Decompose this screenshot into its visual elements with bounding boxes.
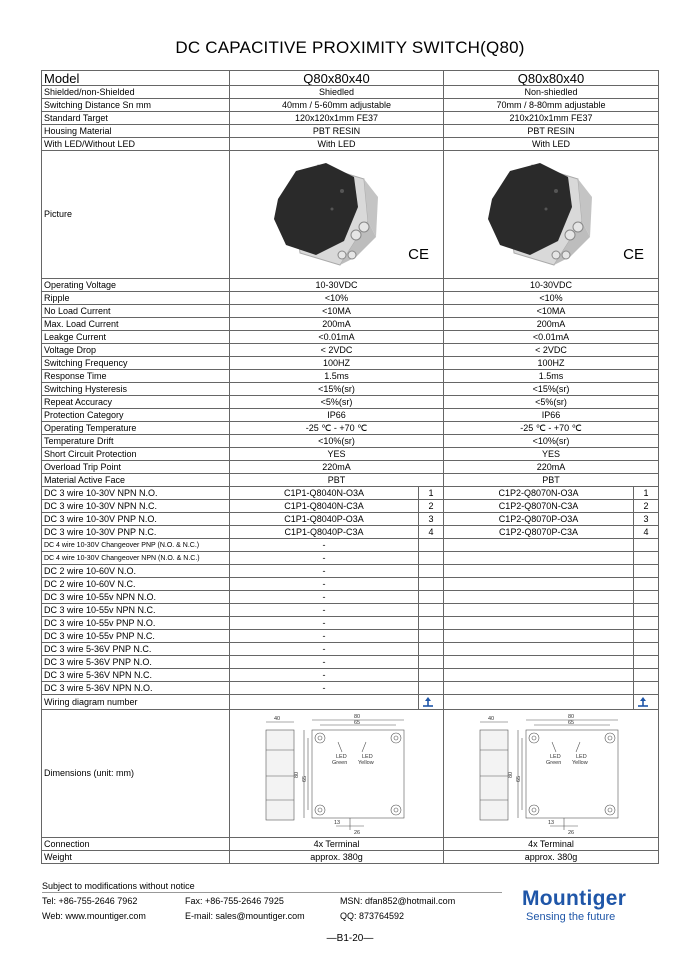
model-label: Model bbox=[42, 71, 230, 86]
spec-value-col2: Non-shiedled bbox=[444, 86, 659, 99]
spec-label: Operating Voltage bbox=[42, 279, 230, 292]
wiring-row bbox=[42, 513, 659, 526]
spec-value-col1: Shiedled bbox=[230, 86, 444, 99]
spec-row bbox=[42, 125, 659, 138]
spec-label: Temperature Drift bbox=[42, 435, 230, 448]
spec-label: Weight bbox=[42, 851, 230, 864]
spec-value-col2: <0.01mA bbox=[444, 331, 659, 344]
model-number-col2 bbox=[444, 656, 634, 669]
wiring-row bbox=[42, 656, 659, 669]
footer-notice: Subject to modifications without notice bbox=[42, 881, 195, 891]
model-col1: Q80x80x40 bbox=[230, 71, 444, 86]
wiring-number-col1 bbox=[419, 604, 444, 617]
wiring-row bbox=[42, 500, 659, 513]
wiring-row bbox=[42, 682, 659, 695]
spec-value-col1: 100HZ bbox=[230, 357, 444, 370]
spec-value-col2: approx. 380g bbox=[444, 851, 659, 864]
spec-value-col2: <5%(sr) bbox=[444, 396, 659, 409]
model-number-col1: - bbox=[230, 552, 419, 565]
model-number-col2: C1P2-Q8070N-C3A bbox=[444, 500, 634, 513]
wiring-label: DC 3 wire 10-30V NPN N.C. bbox=[42, 500, 230, 513]
model-number-col1: - bbox=[230, 578, 419, 591]
footer-msn: MSN: dfan852@hotmail.com bbox=[340, 896, 456, 906]
wiring-row bbox=[42, 643, 659, 656]
spec-label: Switching Frequency bbox=[42, 357, 230, 370]
model-number-col2 bbox=[444, 552, 634, 565]
wiring-number-col2 bbox=[634, 578, 659, 591]
wiring-number-col2: 1 bbox=[634, 487, 659, 500]
wiring-number-col1 bbox=[419, 669, 444, 682]
model-number-col1: C1P1-Q8040N-C3A bbox=[230, 500, 419, 513]
spec-value-col1: 120x120x1mm FE37 bbox=[230, 112, 444, 125]
spec-value-col2: PBT bbox=[444, 474, 659, 487]
wiring-number-col1: 2 bbox=[419, 500, 444, 513]
svg-text:Green: Green bbox=[546, 760, 562, 766]
spec-value-col1: 200mA bbox=[230, 318, 444, 331]
spec-value-col1: <10MA bbox=[230, 305, 444, 318]
wiring-label: DC 2 wire 10-60V N.C. bbox=[42, 578, 230, 591]
spec-label: Leakge Current bbox=[42, 331, 230, 344]
svg-text:26: 26 bbox=[568, 830, 575, 836]
spec-value-col2: < 2VDC bbox=[444, 344, 659, 357]
svg-text:Yellow: Yellow bbox=[572, 760, 588, 766]
wiring-number-col1: 4 bbox=[419, 526, 444, 539]
footer-qq: QQ: 873764592 bbox=[340, 911, 405, 921]
wiring-number-col1: 1 bbox=[419, 487, 444, 500]
dimensions-label: Dimensions (unit: mm) bbox=[42, 710, 230, 838]
wiring-number-col2 bbox=[634, 643, 659, 656]
spec-row bbox=[42, 305, 659, 318]
spec-label: Response Time bbox=[42, 370, 230, 383]
wiring-row bbox=[42, 565, 659, 578]
svg-text:80: 80 bbox=[508, 771, 514, 778]
spec-value-col2: YES bbox=[444, 448, 659, 461]
picture-label: Picture bbox=[42, 151, 230, 279]
spec-value-col1: PBT RESIN bbox=[230, 125, 444, 138]
spec-value-col1: With LED bbox=[230, 138, 444, 151]
svg-text:40: 40 bbox=[488, 716, 495, 722]
svg-text:13: 13 bbox=[334, 820, 341, 826]
svg-text:LED: LED bbox=[576, 754, 587, 760]
model-number-col2 bbox=[444, 578, 634, 591]
spec-value-col1: approx. 380g bbox=[230, 851, 444, 864]
spec-row bbox=[42, 112, 659, 125]
wiring-diagram-link-col1 bbox=[419, 695, 444, 710]
wiring-diagram-blank-col2 bbox=[444, 695, 634, 710]
wiring-number-col2 bbox=[634, 630, 659, 643]
model-number-col1: - bbox=[230, 565, 419, 578]
page-number: —B1-20— bbox=[326, 933, 374, 944]
footer-web: Web: www.mountiger.com bbox=[42, 911, 146, 921]
dimension-drawing-col2 bbox=[444, 710, 659, 838]
spec-row bbox=[42, 292, 659, 305]
dimension-drawing bbox=[250, 712, 428, 837]
svg-text:Green: Green bbox=[332, 760, 348, 766]
wiring-number-col1 bbox=[419, 565, 444, 578]
spec-row bbox=[42, 357, 659, 370]
wiring-number-col2 bbox=[634, 565, 659, 578]
sensor-photo-col2 bbox=[444, 151, 659, 279]
spec-label: Switching Hysteresis bbox=[42, 383, 230, 396]
svg-text:80: 80 bbox=[354, 714, 361, 720]
spec-row bbox=[42, 422, 659, 435]
spec-label: Short Circuit Protection bbox=[42, 448, 230, 461]
spec-value-col2: 1.5ms bbox=[444, 370, 659, 383]
spec-value-col1: 10-30VDC bbox=[230, 279, 444, 292]
wiring-number-col1 bbox=[419, 630, 444, 643]
spec-table bbox=[41, 70, 659, 864]
wiring-label: DC 3 wire 10-55v PNP N.O. bbox=[42, 617, 230, 630]
model-number-col2 bbox=[444, 591, 634, 604]
wiring-number-col1 bbox=[419, 591, 444, 604]
wiring-diagram-blank-col1 bbox=[230, 695, 419, 710]
ce-mark: CE bbox=[408, 246, 429, 263]
dimension-drawing-col1 bbox=[230, 710, 444, 838]
wiring-diagram-label: Wiring diagram number bbox=[42, 695, 230, 710]
model-number-col1: - bbox=[230, 617, 419, 630]
spec-label: Repeat Accuracy bbox=[42, 396, 230, 409]
company-logo bbox=[522, 887, 662, 927]
wiring-number-col2 bbox=[634, 682, 659, 695]
spec-label: Ripple bbox=[42, 292, 230, 305]
spec-label: Switching Distance Sn mm bbox=[42, 99, 230, 112]
footer-fax: Fax: +86-755-2646 7925 bbox=[185, 896, 284, 906]
spec-value-col2: 220mA bbox=[444, 461, 659, 474]
page-title: DC CAPACITIVE PROXIMITY SWITCH(Q80) bbox=[175, 38, 525, 57]
wiring-row bbox=[42, 591, 659, 604]
spec-label: Shielded/non-Shielded bbox=[42, 86, 230, 99]
spec-value-col2: With LED bbox=[444, 138, 659, 151]
wiring-row bbox=[42, 617, 659, 630]
footer-email: E-mail: sales@mountiger.com bbox=[185, 911, 305, 921]
wiring-number-col1 bbox=[419, 643, 444, 656]
spec-value-col2: <15%(sr) bbox=[444, 383, 659, 396]
spec-row bbox=[42, 409, 659, 422]
svg-text:LED: LED bbox=[362, 754, 373, 760]
wiring-row bbox=[42, 487, 659, 500]
spec-value-col2: 100HZ bbox=[444, 357, 659, 370]
spec-row bbox=[42, 838, 659, 851]
model-number-col1: - bbox=[230, 604, 419, 617]
model-number-col2 bbox=[444, 604, 634, 617]
spec-value-col2: PBT RESIN bbox=[444, 125, 659, 138]
model-number-col1: - bbox=[230, 656, 419, 669]
spec-value-col1: -25 ℃ - +70 ℃ bbox=[230, 422, 444, 435]
spec-row bbox=[42, 474, 659, 487]
wiring-row bbox=[42, 552, 659, 565]
wiring-label: DC 2 wire 10-60V N.O. bbox=[42, 565, 230, 578]
wiring-number-col1 bbox=[419, 539, 444, 552]
svg-text:LED: LED bbox=[336, 754, 347, 760]
wiring-label: DC 4 wire 10-30V Changeover PNP (N.O. & N.C.) bbox=[42, 539, 230, 552]
dimension-drawing bbox=[464, 712, 642, 837]
spec-value-col1: PBT bbox=[230, 474, 444, 487]
model-number-col2 bbox=[444, 630, 634, 643]
wiring-number-col2 bbox=[634, 669, 659, 682]
svg-text:Yellow: Yellow bbox=[358, 760, 374, 766]
sensor-photo-col1 bbox=[230, 151, 444, 279]
wiring-number-col2 bbox=[634, 539, 659, 552]
wiring-row bbox=[42, 604, 659, 617]
spec-value-col2: 4x Terminal bbox=[444, 838, 659, 851]
wiring-diagram-icon[interactable] bbox=[636, 696, 656, 708]
sensor-photo bbox=[470, 157, 620, 277]
spec-row bbox=[42, 138, 659, 151]
model-number-col1: - bbox=[230, 643, 419, 656]
wiring-label: DC 3 wire 10-55v NPN N.C. bbox=[42, 604, 230, 617]
spec-row bbox=[42, 344, 659, 357]
spec-value-col1: < 2VDC bbox=[230, 344, 444, 357]
wiring-number-col2: 4 bbox=[634, 526, 659, 539]
spec-label: Overload Trip Point bbox=[42, 461, 230, 474]
wiring-label: DC 3 wire 10-55v PNP N.C. bbox=[42, 630, 230, 643]
svg-text:40: 40 bbox=[274, 716, 281, 722]
wiring-number-col2: 2 bbox=[634, 500, 659, 513]
svg-text:65: 65 bbox=[302, 775, 308, 782]
footer-divider bbox=[42, 892, 502, 893]
spec-row bbox=[42, 86, 659, 99]
wiring-label: DC 3 wire 10-55v NPN N.O. bbox=[42, 591, 230, 604]
wiring-label: DC 3 wire 5-36V PNP N.C. bbox=[42, 643, 230, 656]
spec-label: No Load Current bbox=[42, 305, 230, 318]
svg-text:26: 26 bbox=[354, 830, 361, 836]
spec-row bbox=[42, 279, 659, 292]
svg-text:65: 65 bbox=[516, 775, 522, 782]
wiring-label: DC 3 wire 5-36V NPN N.C. bbox=[42, 669, 230, 682]
svg-text:65: 65 bbox=[354, 720, 361, 726]
logo-brand: Mountiger bbox=[522, 887, 627, 910]
wiring-label: DC 3 wire 5-36V NPN N.O. bbox=[42, 682, 230, 695]
wiring-label: DC 4 wire 10-30V Changeover NPN (N.O. & N.C.) bbox=[42, 552, 230, 565]
wiring-number-col1 bbox=[419, 552, 444, 565]
wiring-diagram-icon[interactable] bbox=[421, 696, 441, 708]
model-number-col2 bbox=[444, 682, 634, 695]
sensor-photo bbox=[256, 157, 406, 277]
model-number-col1: C1P1-Q8040N-O3A bbox=[230, 487, 419, 500]
spec-label: Protection Category bbox=[42, 409, 230, 422]
spec-value-col2: -25 ℃ - +70 ℃ bbox=[444, 422, 659, 435]
model-number-col1: C1P1-Q8040P-O3A bbox=[230, 513, 419, 526]
spec-value-col1: 4x Terminal bbox=[230, 838, 444, 851]
spec-label: With LED/Without LED bbox=[42, 138, 230, 151]
model-number-col1: - bbox=[230, 539, 419, 552]
wiring-number-col2: 3 bbox=[634, 513, 659, 526]
model-row bbox=[42, 71, 659, 86]
model-col2: Q80x80x40 bbox=[444, 71, 659, 86]
spec-row bbox=[42, 370, 659, 383]
wiring-number-col1: 3 bbox=[419, 513, 444, 526]
model-number-col2 bbox=[444, 669, 634, 682]
spec-label: Operating Temperature bbox=[42, 422, 230, 435]
wiring-label: DC 3 wire 10-30V NPN N.O. bbox=[42, 487, 230, 500]
wiring-number-col1 bbox=[419, 578, 444, 591]
model-number-col2 bbox=[444, 643, 634, 656]
spec-row bbox=[42, 851, 659, 864]
spec-row bbox=[42, 318, 659, 331]
wiring-row bbox=[42, 539, 659, 552]
wiring-number-col2 bbox=[634, 552, 659, 565]
wiring-number-col2 bbox=[634, 591, 659, 604]
spec-label: Max. Load Current bbox=[42, 318, 230, 331]
wiring-label: DC 3 wire 10-30V PNP N.C. bbox=[42, 526, 230, 539]
svg-text:80: 80 bbox=[568, 714, 575, 720]
wiring-row bbox=[42, 630, 659, 643]
model-number-col1: - bbox=[230, 682, 419, 695]
spec-value-col2: <10%(sr) bbox=[444, 435, 659, 448]
spec-label: Standard Target bbox=[42, 112, 230, 125]
wiring-row bbox=[42, 526, 659, 539]
footer-tel: Tel: +86-755-2646 7962 bbox=[42, 896, 138, 906]
spec-value-col2: <10% bbox=[444, 292, 659, 305]
wiring-label: DC 3 wire 5-36V PNP N.O. bbox=[42, 656, 230, 669]
model-number-col1: - bbox=[230, 591, 419, 604]
spec-value-col1: 40mm / 5-60mm adjustable bbox=[230, 99, 444, 112]
model-number-col2 bbox=[444, 565, 634, 578]
wiring-diagram-row bbox=[42, 695, 659, 710]
spec-value-col1: <5%(sr) bbox=[230, 396, 444, 409]
spec-value-col2: 200mA bbox=[444, 318, 659, 331]
spec-label: Voltage Drop bbox=[42, 344, 230, 357]
svg-text:80: 80 bbox=[294, 771, 300, 778]
spec-value-col1: IP66 bbox=[230, 409, 444, 422]
model-number-col2: C1P2-Q8070P-O3A bbox=[444, 513, 634, 526]
spec-value-col2: 70mm / 8-80mm adjustable bbox=[444, 99, 659, 112]
svg-text:65: 65 bbox=[568, 720, 575, 726]
spec-row bbox=[42, 461, 659, 474]
wiring-number-col2 bbox=[634, 617, 659, 630]
wiring-label: DC 3 wire 10-30V PNP N.O. bbox=[42, 513, 230, 526]
spec-label: Material Active Face bbox=[42, 474, 230, 487]
model-number-col2: C1P2-Q8070P-C3A bbox=[444, 526, 634, 539]
model-number-col2 bbox=[444, 539, 634, 552]
spec-row bbox=[42, 99, 659, 112]
wiring-number-col1 bbox=[419, 682, 444, 695]
spec-row bbox=[42, 448, 659, 461]
spec-value-col1: <10%(sr) bbox=[230, 435, 444, 448]
spec-value-col1: <0.01mA bbox=[230, 331, 444, 344]
spec-row bbox=[42, 435, 659, 448]
model-number-col1: C1P1-Q8040P-C3A bbox=[230, 526, 419, 539]
spec-label: Housing Material bbox=[42, 125, 230, 138]
spec-value-col1: YES bbox=[230, 448, 444, 461]
wiring-diagram-link-col2 bbox=[634, 695, 659, 710]
spec-row bbox=[42, 396, 659, 409]
dimensions-row bbox=[42, 710, 659, 838]
spec-value-col2: 10-30VDC bbox=[444, 279, 659, 292]
spec-value-col1: 1.5ms bbox=[230, 370, 444, 383]
model-number-col2 bbox=[444, 617, 634, 630]
wiring-row bbox=[42, 669, 659, 682]
spec-row bbox=[42, 331, 659, 344]
ce-mark: CE bbox=[623, 246, 644, 263]
wiring-number-col2 bbox=[634, 604, 659, 617]
spec-label: Connection bbox=[42, 838, 230, 851]
spec-value-col2: <10MA bbox=[444, 305, 659, 318]
svg-text:LED: LED bbox=[550, 754, 561, 760]
spec-row bbox=[42, 383, 659, 396]
spec-value-col1: 220mA bbox=[230, 461, 444, 474]
logo-slogan: Sensing the future bbox=[526, 911, 616, 923]
wiring-number-col2 bbox=[634, 656, 659, 669]
wiring-number-col1 bbox=[419, 617, 444, 630]
spec-value-col2: 210x210x1mm FE37 bbox=[444, 112, 659, 125]
model-number-col2: C1P2-Q8070N-O3A bbox=[444, 487, 634, 500]
model-number-col1: - bbox=[230, 630, 419, 643]
spec-value-col1: <10% bbox=[230, 292, 444, 305]
svg-text:13: 13 bbox=[548, 820, 555, 826]
picture-row bbox=[42, 151, 659, 279]
model-number-col1: - bbox=[230, 669, 419, 682]
spec-value-col1: <15%(sr) bbox=[230, 383, 444, 396]
wiring-row bbox=[42, 578, 659, 591]
spec-value-col2: IP66 bbox=[444, 409, 659, 422]
wiring-number-col1 bbox=[419, 656, 444, 669]
